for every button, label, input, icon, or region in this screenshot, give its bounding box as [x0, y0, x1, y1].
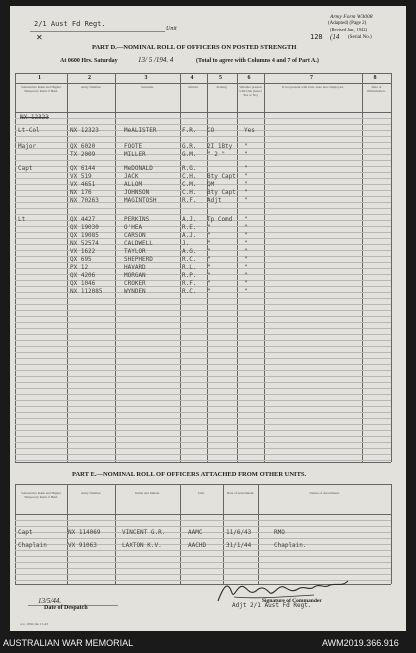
officer-present: "	[244, 224, 248, 231]
officer-initials: A.J.	[182, 216, 197, 223]
officer-number: QX 6144	[70, 165, 96, 172]
attached-number: NX 114069	[68, 529, 101, 536]
table-d-ruled-line	[15, 334, 391, 335]
table-d-ruled-line	[15, 460, 391, 461]
officer-initials: A.J.	[182, 232, 197, 239]
table-d-ruled-line	[15, 418, 391, 419]
column-header-8: Date of Embarkation.	[367, 85, 386, 93]
officer-initials: G.M.	[182, 151, 197, 158]
unit-label: Unit	[166, 26, 177, 32]
table-d-column-line-8	[391, 73, 392, 462]
column-header-1: Substantive Rank and Higher Temporary Rank if Held.	[21, 85, 61, 93]
table-d-number-row-border	[15, 83, 391, 84]
signature-typed: Adjt 2/1 Aust Fd Regt.	[232, 602, 312, 609]
table-d-ruled-line	[15, 376, 391, 377]
officer-surname: FOOTE	[124, 143, 143, 150]
serial-number: 128	[310, 33, 323, 41]
officer-present: "	[244, 288, 248, 295]
table-d-ruled-line	[15, 304, 391, 305]
officer-number: TX 2009	[70, 151, 96, 158]
serial-handwritten: (14	[330, 33, 340, 41]
officer-initials: R.G.	[182, 165, 197, 172]
table-d-ruled-line	[15, 424, 391, 425]
officer-present: "	[244, 143, 248, 150]
table-d-ruled-line	[15, 208, 391, 209]
archive-reference: AWM2019.366.916	[322, 638, 399, 648]
officer-initials: R.C.	[182, 288, 197, 295]
officer-initials: A.G.	[182, 248, 197, 255]
attached-name: LAXTON K.V.	[122, 542, 162, 549]
attached-unit: AAMC	[188, 529, 203, 536]
officer-number: QX 4427	[70, 216, 96, 223]
attached-date: 31/1/44	[226, 542, 252, 549]
table-d-ruled-line	[15, 214, 391, 215]
parade-date: 13/ 5 /194. 4	[138, 56, 174, 64]
officer-present: "	[244, 197, 248, 204]
officer-initials: R.E.	[182, 224, 197, 231]
column-header-5: Posting.	[216, 85, 228, 89]
officer-rank: Capt	[18, 165, 33, 172]
officer-number: QX 4206	[70, 272, 96, 279]
column-number-2: 2	[88, 75, 91, 81]
officer-posting: 2I 1Bty	[207, 143, 233, 150]
officer-present: "	[244, 272, 248, 279]
officer-present: "	[244, 151, 248, 158]
part-e-header-6: Nature of Attachment.	[309, 491, 340, 495]
column-header-7: If not present with Unit, state how employed.	[282, 85, 344, 89]
officer-number: PX 12	[70, 264, 89, 271]
officer-initials: F.R.	[182, 127, 197, 134]
column-number-7: 7	[310, 75, 313, 81]
officer-number: NX 52574	[70, 240, 99, 247]
table-e-ruled-line	[15, 538, 391, 539]
table-d-ruled-line	[15, 412, 391, 413]
officer-initials: R.L.	[182, 264, 197, 271]
officer-number: QX 6020	[70, 143, 96, 150]
table-d-ruled-line	[15, 160, 391, 161]
table-d-ruled-line	[15, 124, 391, 125]
officer-posting: "	[207, 280, 211, 287]
table-e-column-line-6	[391, 484, 392, 584]
table-d-ruled-line	[15, 370, 391, 371]
officer-rank: Major	[18, 143, 37, 150]
officer-surname: PERKINS	[124, 216, 150, 223]
officer-surname: WYNDEN	[124, 288, 146, 295]
table-e-column-line-4	[223, 484, 224, 584]
officer-rank: Lt	[18, 216, 26, 223]
officer-posting: "	[207, 288, 211, 295]
table-d-ruled-line	[15, 400, 391, 401]
officer-present: "	[244, 240, 248, 247]
officer-surname: MORGAN	[124, 272, 146, 279]
officer-present: "	[244, 216, 248, 223]
officer-number: VX 519	[70, 173, 92, 180]
pen-mark: ✕	[36, 33, 43, 42]
table-d-ruled-line	[15, 340, 391, 341]
table-e-column-line-3	[180, 484, 181, 584]
attached-name: VINCENT G.R.	[122, 529, 166, 536]
part-e-header-1: Substantive Rank and Higher Temporary Rank if Held.	[21, 491, 61, 499]
officer-surname: SHEPHERD	[124, 256, 153, 263]
table-d-ruled-line	[15, 358, 391, 359]
officer-posting: Adjt	[207, 197, 222, 204]
archive-footer	[0, 633, 416, 653]
officer-number: VX 4651	[70, 181, 96, 188]
column-number-6: 6	[247, 75, 251, 81]
table-d-ruled-line	[15, 136, 391, 137]
officer-posting: Bty Capt	[207, 189, 236, 196]
table-e-ruled-line	[15, 568, 391, 569]
column-header-2: Army Number.	[80, 85, 102, 89]
table-d-ruled-line	[15, 382, 391, 383]
part-d-title: PART D.—NOMINAL ROLL OF OFFICERS ON POSTED STRENGTH	[92, 44, 297, 51]
table-d-ruled-line	[15, 118, 391, 119]
column-header-3: Surname.	[141, 85, 154, 89]
table-d-ruled-line	[15, 430, 391, 431]
officer-initials: R.P.	[182, 272, 197, 279]
officer-initials: R.F.	[182, 280, 197, 287]
part-e-header-4: Unit.	[198, 491, 205, 495]
part-e-header-5: Date of Attachment.	[226, 491, 255, 495]
table-e-column-line-2	[115, 484, 116, 584]
table-e-column-line-5	[258, 484, 259, 584]
attached-rank: Capt	[18, 529, 33, 536]
table-d-ruled-line	[15, 448, 391, 449]
table-d-ruled-line	[15, 316, 391, 317]
officer-initials: J.	[182, 240, 190, 247]
officer-present: "	[244, 165, 248, 172]
officer-number: QX 19030	[70, 224, 99, 231]
officer-number: QX 1046	[70, 280, 96, 287]
table-d-ruled-line	[15, 436, 391, 437]
officer-initials: G.R.	[182, 143, 197, 150]
table-d-ruled-line	[15, 394, 391, 395]
table-d-ruled-line	[15, 298, 391, 299]
officer-present: "	[244, 181, 248, 188]
officer-present: "	[244, 264, 248, 271]
officer-surname: MeALISTER	[124, 127, 157, 134]
attached-nature: Chaplain.	[274, 542, 307, 549]
table-e-ruled-line	[15, 550, 391, 551]
attached-nature: RMO	[274, 529, 285, 536]
officer-number: VX 1622	[70, 248, 96, 255]
table-d-ruled-line	[15, 322, 391, 323]
table-d-ruled-line	[15, 388, 391, 389]
officer-posting: "	[207, 240, 211, 247]
officer-posting: "	[207, 224, 211, 231]
despatch-label: Date of Despatch	[44, 605, 88, 611]
officer-present: "	[244, 248, 248, 255]
table-e-ruled-line	[15, 556, 391, 557]
part-e-header-3: Name and Initials.	[135, 491, 160, 495]
officer-posting: "	[207, 264, 211, 271]
despatch-date: 13/5/44.	[38, 597, 62, 605]
officer-surname: CALDWELL	[124, 240, 153, 247]
officer-surname: ALLOM	[124, 181, 143, 188]
officer-number: QX 695	[70, 256, 92, 263]
attached-unit: AACHD	[188, 542, 207, 549]
column-number-3: 3	[144, 75, 148, 81]
table-e-ruled-line	[15, 526, 391, 527]
part-d-subtitle-post: (Total to agree with Columns 4 and 7 of Part A.)	[196, 58, 319, 64]
officer-posting: CO	[207, 127, 215, 134]
officer-number: QX 19085	[70, 232, 99, 239]
print-code: a.w. 1094 Jan 15-43	[20, 622, 49, 626]
attached-number: VX 91063	[68, 542, 97, 549]
officer-posting: "	[207, 232, 211, 239]
officer-present: "	[244, 232, 248, 239]
officer-initials: C.H.	[182, 173, 197, 180]
officer-rank: Lt-Col	[18, 127, 40, 134]
officer-present: "	[244, 173, 248, 180]
officer-surname: O'HEA	[124, 224, 143, 231]
officer-present: "	[244, 280, 248, 287]
part-d-subtitle-pre: At 0600 Hrs. Saturday	[60, 58, 118, 64]
table-d-header-border	[15, 112, 391, 113]
officer-number: NX 176	[70, 189, 92, 196]
column-header-4: Initials.	[188, 85, 199, 89]
column-number-8: 8	[373, 75, 377, 81]
table-d-ruled-line	[15, 346, 391, 347]
officer-posting: Tp Comd	[207, 216, 233, 223]
table-e-ruled-line	[15, 520, 391, 521]
officer-surname: JACK	[124, 173, 139, 180]
officer-surname: MILLER	[124, 151, 146, 158]
attached-date: 11/6/43	[226, 529, 252, 536]
form-number: Army Form W3008	[330, 14, 373, 20]
table-d-ruled-line	[15, 310, 391, 311]
unit-code-row: NX 12323	[20, 114, 49, 121]
officer-surname: CARSON	[124, 232, 146, 239]
officer-surname: HAVARD	[124, 264, 146, 271]
officer-posting: "	[207, 272, 211, 279]
unit-value: 2/1 Aust Fd Regt.	[34, 20, 106, 28]
officer-initials: C.H.	[182, 189, 197, 196]
serial-label: (Serial No.)	[348, 35, 372, 40]
part-e-title: PART E.—NOMINAL ROLL OF OFFICERS ATTACHED FROM OTHER UNITS.	[72, 471, 307, 478]
table-e-top-border	[15, 484, 391, 485]
form-adapted: (Adapted) (Page 2)	[328, 21, 367, 26]
table-d-ruled-line	[15, 328, 391, 329]
officer-number: NX 112085	[70, 288, 103, 295]
officer-posting: "	[207, 256, 211, 263]
officer-present: Yes	[244, 127, 255, 134]
officer-posting: Bty Capt	[207, 173, 236, 180]
officer-surname: MeDONALD	[124, 165, 153, 172]
officer-initials: C.M.	[182, 181, 197, 188]
table-d-ruled-line	[15, 352, 391, 353]
officer-surname: CROKER	[124, 280, 146, 287]
table-e-header-border	[15, 514, 391, 515]
officer-surname: JOHNSON	[124, 189, 150, 196]
signature-label: Signature of Commander	[262, 598, 322, 604]
form-revised: (Revised Jan., 1942)	[330, 27, 367, 32]
column-number-5: 5	[219, 75, 222, 81]
table-d-ruled-line	[15, 442, 391, 443]
officer-number: NX 70263	[70, 197, 99, 204]
table-d-top-border	[15, 73, 391, 74]
attached-rank: Chaplain	[18, 542, 47, 549]
column-number-1: 1	[38, 75, 41, 81]
officer-posting: " 2 "	[207, 151, 226, 158]
officer-number: NX 12323	[70, 127, 99, 134]
officer-surname: MAGINTOSH	[124, 197, 157, 204]
column-number-4: 4	[190, 75, 194, 81]
officer-present: "	[244, 256, 248, 263]
officer-initials: R.C.	[182, 256, 197, 263]
table-d-bottom-border	[15, 462, 391, 463]
unit-underline	[30, 31, 165, 32]
column-header-6: Whether present with Unit (insert Yes or No)	[239, 85, 262, 97]
officer-initials: R.F.	[182, 197, 197, 204]
archive-name: AUSTRALIAN WAR MEMORIAL	[3, 638, 134, 648]
table-d-ruled-line	[15, 454, 391, 455]
table-e-ruled-line	[15, 562, 391, 563]
part-e-header-2: Army Number.	[80, 491, 102, 495]
officer-surname: TAYLOR	[124, 248, 146, 255]
officer-present: "	[244, 189, 248, 196]
officer-posting: QM	[207, 181, 215, 188]
table-d-ruled-line	[15, 364, 391, 365]
officer-posting: "	[207, 248, 211, 255]
table-d-ruled-line	[15, 406, 391, 407]
